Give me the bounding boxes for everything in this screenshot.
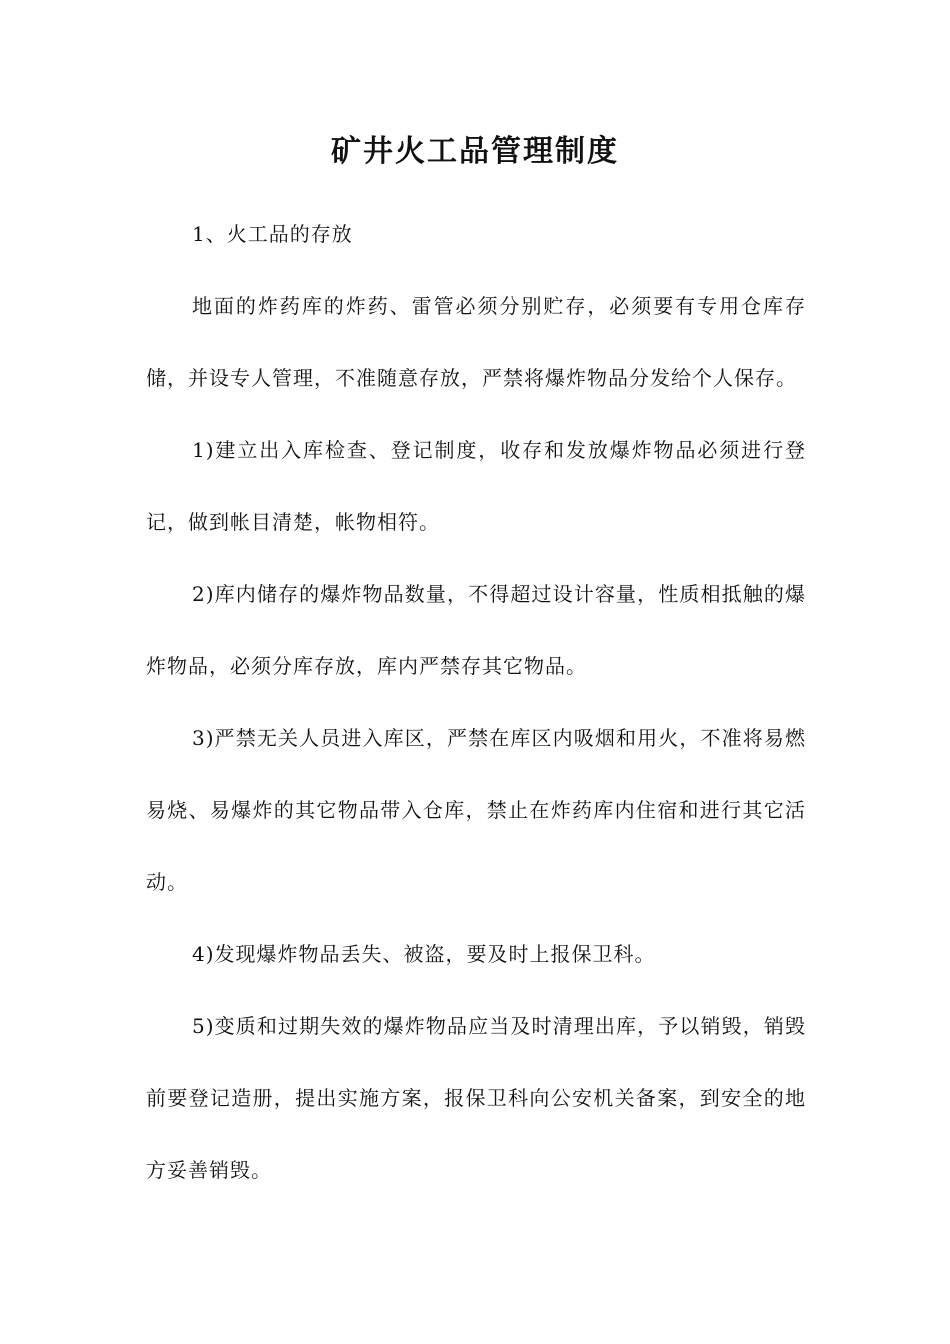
paragraph-rule-5: 5)变质和过期失效的爆炸物品应当及时清理出库，予以销毁，销毁前要登记造册，提出实施方案，报保卫科向公安机关备案，到安全的地方妥善销毁。 [146, 1014, 806, 1182]
paragraph-rule-1: 1)建立出入库检查、登记制度，收存和发放爆炸物品必须进行登记，做到帐目清楚，帐物相符。 [146, 438, 806, 534]
paragraph-rule-2: 2)库内储存的爆炸物品数量，不得超过设计容量，性质相抵触的爆炸物品，必须分库存放，库内严禁存其它物品。 [146, 582, 806, 678]
paragraph-rule-3: 3)严禁无关人员进入库区，严禁在库区内吸烟和用火，不准将易燃易烧、易爆炸的其它物品带入仓库，禁止在炸药库内住宿和进行其它活动。 [146, 726, 806, 894]
document-body [146, 198, 806, 1206]
paragraph-storage-intro: 地面的炸药库的炸药、雷管必须分别贮存，必须要有专用仓库存储，并设专人管理，不准随意存放，严禁将爆炸物品分发给个人保存。 [146, 294, 806, 390]
document-title: 矿井火工品管理制度 [331, 134, 619, 169]
paragraph-section-heading: 1、火工品的存放 [192, 222, 353, 246]
paragraph-rule-4: 4)发现爆炸物品丢失、被盗，要及时上报保卫科。 [192, 942, 656, 966]
